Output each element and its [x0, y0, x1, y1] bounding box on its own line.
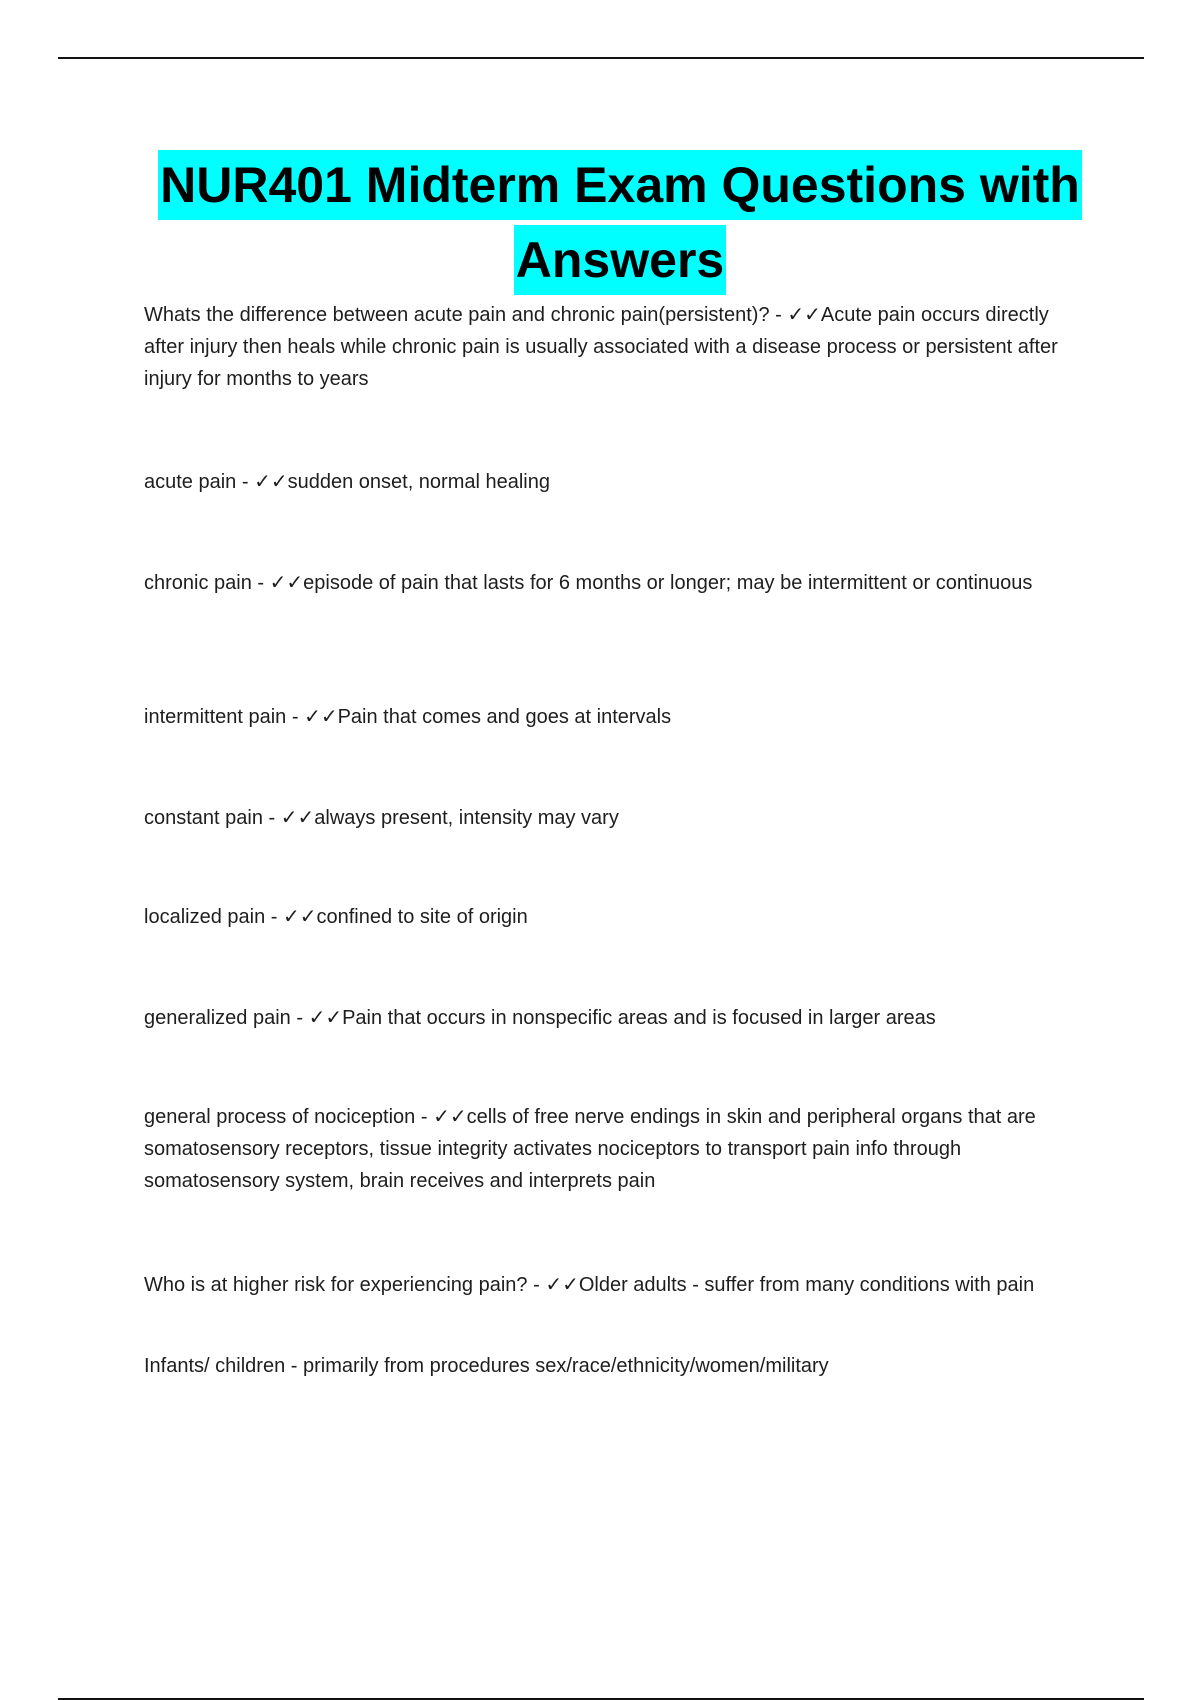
checkmark-icon: ✓✓	[280, 807, 315, 829]
separator: -	[290, 1007, 309, 1029]
question-text: general process of nociception	[144, 1106, 416, 1128]
title-line-1: NUR401 Midterm Exam Questions with	[158, 150, 1082, 220]
document-title	[140, 150, 1100, 300]
checkmark-icon: ✓✓	[282, 906, 317, 928]
qa-item	[144, 466, 1084, 498]
answer-text: Pain that comes and goes at intervals	[337, 706, 672, 728]
question-text: chronic pain	[144, 572, 252, 594]
separator: -	[236, 471, 255, 493]
separator: -	[251, 572, 270, 594]
checkmark-icon: ✓✓	[545, 1274, 579, 1296]
answer-text: sudden onset, normal healing	[287, 471, 550, 493]
qa-item	[144, 901, 1084, 933]
qa-item	[144, 299, 1084, 395]
qa-item	[144, 567, 1084, 599]
answer-text: Pain that occurs in nonspecific areas and is focused in larger areas	[342, 1007, 936, 1029]
separator: -	[415, 1106, 434, 1128]
separator: -	[527, 1274, 546, 1296]
question-text: generalized pain	[144, 1007, 291, 1029]
qa-item	[144, 1002, 1084, 1034]
answer-text: cells of free nerve endings in skin and peripheral organs that are somatosensory receptors, tissue integrity activates nociceptors to transport pain info through somatosensory system, brain receives and interprets pain	[144, 1106, 1036, 1192]
checkmark-icon: ✓✓	[254, 471, 288, 493]
question-text: constant pain	[144, 807, 263, 829]
qa-item	[144, 1269, 1084, 1301]
separator: -	[265, 906, 283, 928]
header-rule	[58, 57, 1144, 59]
answer-text: Older adults - suffer from many conditions with pain	[578, 1274, 1035, 1296]
qa-item	[144, 802, 1084, 834]
title-line-2: Answers	[514, 225, 726, 295]
question-text: Who is at higher risk for experiencing pain?	[144, 1274, 528, 1296]
separator: -	[769, 304, 788, 326]
checkmark-icon: ✓✓	[269, 572, 304, 594]
checkmark-icon: ✓✓	[304, 706, 338, 728]
answer-text: episode of pain that lasts for 6 months or longer; may be intermittent or continuous	[303, 572, 1033, 594]
checkmark-icon: ✓✓	[308, 1007, 343, 1029]
separator: -	[262, 807, 281, 829]
qa-continuation: Infants/ children - primarily from procedures sex/race/ethnicity/women/military	[144, 1355, 829, 1377]
question-text: Whats the difference between acute pain and chronic pain(persistent)?	[144, 304, 770, 326]
answer-text: always present, intensity may vary	[314, 807, 619, 829]
question-text: intermittent pain	[144, 706, 287, 728]
qa-item	[144, 701, 1084, 733]
separator: -	[286, 706, 305, 728]
checkmark-icon: ✓✓	[433, 1106, 467, 1128]
qa-item	[144, 1101, 1084, 1197]
checkmark-icon: ✓✓	[787, 304, 821, 326]
question-text: localized pain	[144, 906, 266, 928]
answer-text: Acute pain occurs directly after injury then heals while chronic pain is usually associated with a disease process or persistent after injury for months to years	[144, 304, 1058, 390]
answer-text: confined to site of origin	[316, 906, 528, 928]
question-text: acute pain	[144, 471, 237, 493]
